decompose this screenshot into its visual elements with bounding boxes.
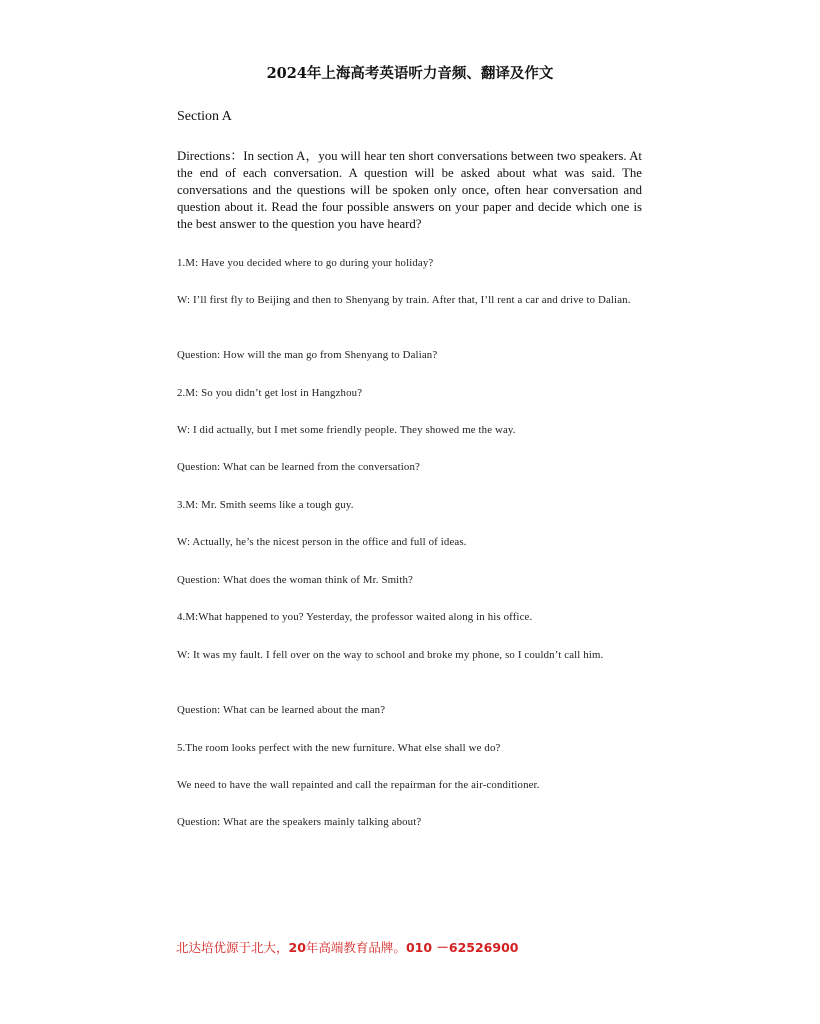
conversation-line-2: W: I’ll first fly to Beijing and then to Shenyang by train. After that, I’ll rent a car and drive to Dalian. (177, 294, 631, 306)
question-line-5: Question: What are the speakers mainly talking about? (177, 816, 422, 828)
footer-text-2: 年高端教育品牌。 (305, 940, 406, 955)
footer-brand-line (176, 938, 518, 956)
conversation-line-1: 1.M: Have you decided where to go during your holiday? (177, 257, 434, 269)
footer-phone: 010 －62526900 (405, 940, 519, 955)
conversation-line-4: W: I did actually, but I met some friendly people. They showed me the way. (177, 424, 516, 436)
question-line-2: Question: What can be learned from the conversation? (177, 461, 420, 473)
conversation-line-5: 3.M: Mr. Smith seems like a tough guy. (177, 499, 354, 511)
page-title: 2024年上海高考英语听力音频、翻译及作文 (266, 65, 554, 82)
footer-number: 20 (288, 940, 306, 955)
question-line-4: Question: What can be learned about the man? (177, 704, 386, 716)
directions-paragraph: Directions：In section A，you will hear ten short conversations between two speakers. At the end of each conversation. A question will be asked about what was said. The conversations and the questions will be spoken only once, often hear conversation and question about it. Read the four possible answers on your paper and decide which one is the best answer to the question you have heard? (177, 149, 642, 231)
footer-text-1: 北达培优源于北大， (176, 940, 289, 955)
conversation-line-7: 4.M:What happened to you? Yesterday, the professor waited along in his office. (177, 611, 533, 623)
conversation-line-8: W: It was my fault. I fell over on the way to school and broke my phone, so I couldn’t call him. (177, 649, 604, 661)
section-heading: Section A (177, 109, 232, 124)
conversation-line-6: W: Actually, he’s the nicest person in the office and full of ideas. (177, 536, 467, 548)
question-line-3: Question: What does the woman think of Mr. Smith? (177, 574, 413, 586)
conversation-line-10: We need to have the wall repainted and call the repairman for the air-conditioner. (177, 779, 540, 791)
question-line-1: Question: How will the man go from Shenyang to Dalian? (177, 349, 438, 361)
conversation-line-3: 2.M: So you didn’t get lost in Hangzhou? (177, 387, 363, 399)
conversation-line-9: 5.The room looks perfect with the new furniture. What else shall we do? (177, 742, 501, 754)
